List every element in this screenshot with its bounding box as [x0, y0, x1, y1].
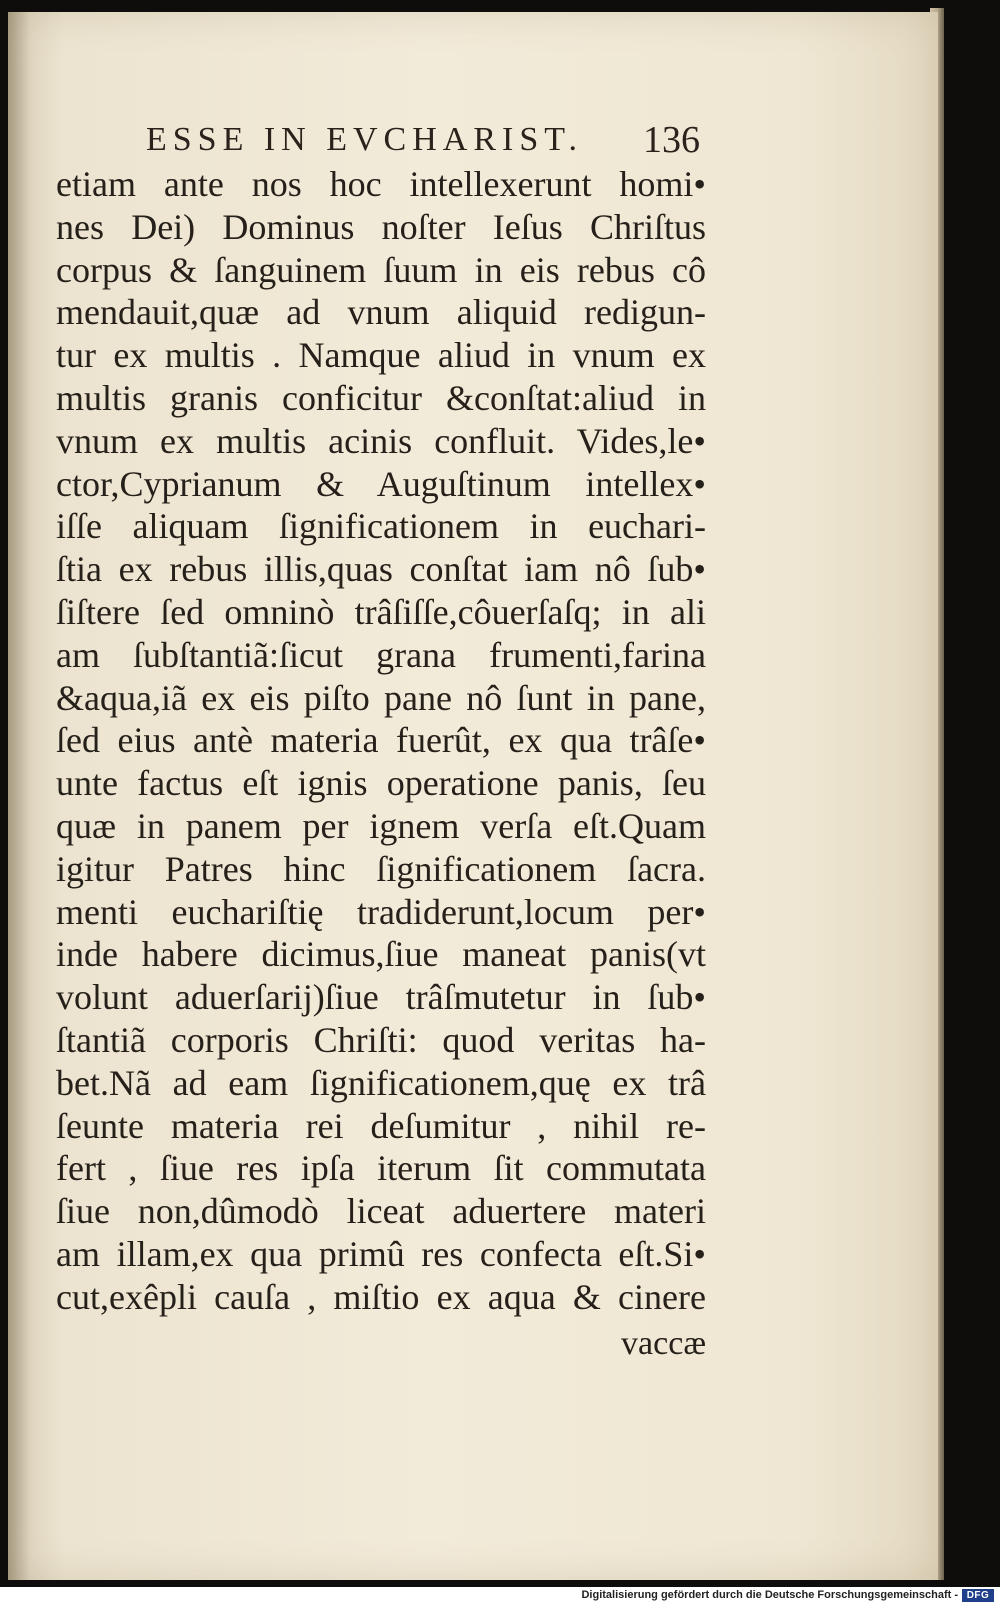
text-line: cut,exêpli cauſa , miſtio ex aqua & cinere — [56, 1276, 706, 1317]
dfg-logo: DFG — [962, 1589, 994, 1602]
text-line: unte factus eſt ignis operatione panis, ſeu — [56, 763, 706, 804]
text-line: &aqua,iã ex eis piſto pane nô ſunt in pane, — [56, 677, 706, 718]
catchword: vaccæ — [621, 1325, 706, 1362]
text-line: mendauit,quæ ad vnum aliquid redigun- — [56, 292, 706, 333]
text-line: inde habere dicimus,ſiue maneat panis(vt — [56, 934, 706, 975]
text-line: am ſubſtantiã:ſicut grana frumenti,farina — [56, 634, 706, 675]
text-line: volunt aduerſarij)ſiue trâſmutetur in ſub• — [56, 977, 706, 1018]
text-line: corpus & ſanguinem ſuum in eis rebus cô — [56, 249, 706, 290]
text-line: fert , ſiue res ipſa iterum ſit commutata — [56, 1148, 706, 1189]
text-line: ſiue non,dûmodò liceat aduertere materi — [56, 1191, 706, 1232]
text-line: bet.Nã ad eam ſignificationem,quę ex trâ — [56, 1062, 706, 1103]
running-head — [140, 114, 700, 166]
body-text — [56, 163, 706, 1319]
text-line: am illam,ex qua primû res confecta eſt.Si• — [56, 1233, 706, 1274]
text-line: vnum ex multis acinis confluit. Vides,le• — [56, 420, 706, 461]
footer-bar — [0, 1587, 1000, 1604]
text-line: multis granis conficitur &conſtat:aliud in — [56, 377, 706, 418]
text-line: ſed eius antè materia fuerût, ex qua trâſe• — [56, 720, 706, 761]
text-line: quæ in panem per ignem verſa eſt.Quam — [56, 805, 706, 846]
text-line: iſſe aliquam ſignificationem in euchari- — [56, 506, 706, 547]
text-line: etiam ante nos hoc intellexerunt homi• — [56, 164, 706, 204]
gutter-shadow — [8, 12, 30, 1580]
text-line: ctor,Cyprianum & Auguſtinum intellex• — [56, 463, 706, 504]
page-number: 136 — [643, 119, 700, 161]
text-line: nes Dei) Dominus noſter Ieſus Chriſtus — [56, 206, 706, 247]
text-line: ſtantiã corporis Chriſti: quod veritas ha- — [56, 1019, 706, 1060]
text-line: igitur Patres hinc ſignificationem ſacra. — [56, 848, 706, 889]
running-title: ESSE IN EVCHARIST. — [146, 121, 583, 158]
text-line: tur ex multis . Namque aliud in vnum ex — [56, 335, 706, 376]
text-line: ſiſtere ſed omninò trâſiſſe,côuerſaſq; in ali — [56, 591, 706, 632]
text-line: ſeunte materia rei deſumitur , nihil re- — [56, 1105, 706, 1146]
text-line: ſtia ex rebus illis,quas conſtat iam nô ſub• — [56, 549, 706, 590]
text-line: menti euchariſtię tradiderunt,locum per• — [56, 891, 706, 932]
digitization-credit: Digitalisierung gefördert durch die Deutsche Forschungsgemeinschaft - — [581, 1589, 958, 1601]
